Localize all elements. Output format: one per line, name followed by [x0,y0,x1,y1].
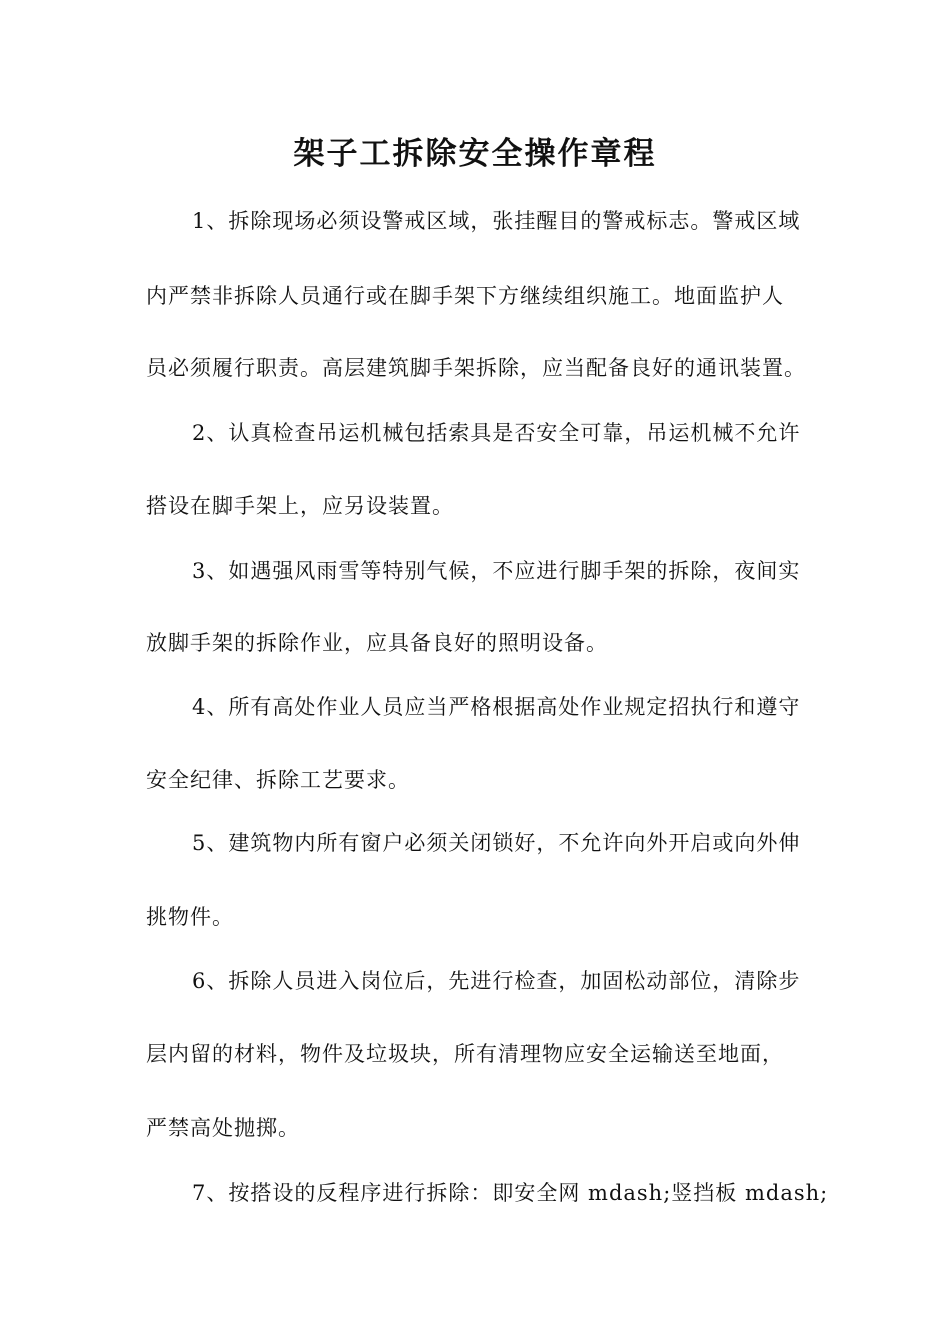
paragraph-line: 4、所有高处作业人员应当严格根据高处作业规定招执行和遵守 [192,695,801,719]
paragraph-line: 内严禁非拆除人员通行或在脚手架下方继续组织施工。地面监护人 [146,284,784,308]
paragraph-line: 5、建筑物内所有窗户必须关闭锁好，不允许向外开启或向外伸 [192,831,801,855]
paragraph-line: 层内留的材料，物件及垃圾块，所有清理物应安全运输送至地面， [146,1042,784,1066]
paragraph-line: 2、认真检查吊运机械包括索具是否安全可靠，吊运机械不允许 [192,421,801,445]
document-title: 架子工拆除安全操作章程 [293,136,657,172]
paragraph-line: 挑物件。 [146,905,234,929]
paragraph-line: 员必须履行职责。高层建筑脚手架拆除，应当配备良好的通讯装置。 [146,356,806,380]
paragraph-line: 6、拆除人员进入岗位后，先进行检查，加固松动部位，清除步 [192,969,801,993]
paragraph-line: 3、如遇强风雨雪等特别气候，不应进行脚手架的拆除，夜间实 [192,559,801,583]
paragraph-line: 安全纪律、拆除工艺要求。 [146,768,410,792]
paragraph-line: 放脚手架的拆除作业，应具备良好的照明设备。 [146,631,608,655]
paragraph-line: 搭设在脚手架上，应另设装置。 [146,494,454,518]
paragraph-line: 1、拆除现场必须设警戒区域，张挂醒目的警戒标志。警戒区域 [192,209,801,233]
paragraph-line: 严禁高处抛掷。 [146,1116,300,1140]
paragraph-line: 7、按搭设的反程序进行拆除：即安全网 mdash;竖挡板 mdash; [192,1181,829,1205]
